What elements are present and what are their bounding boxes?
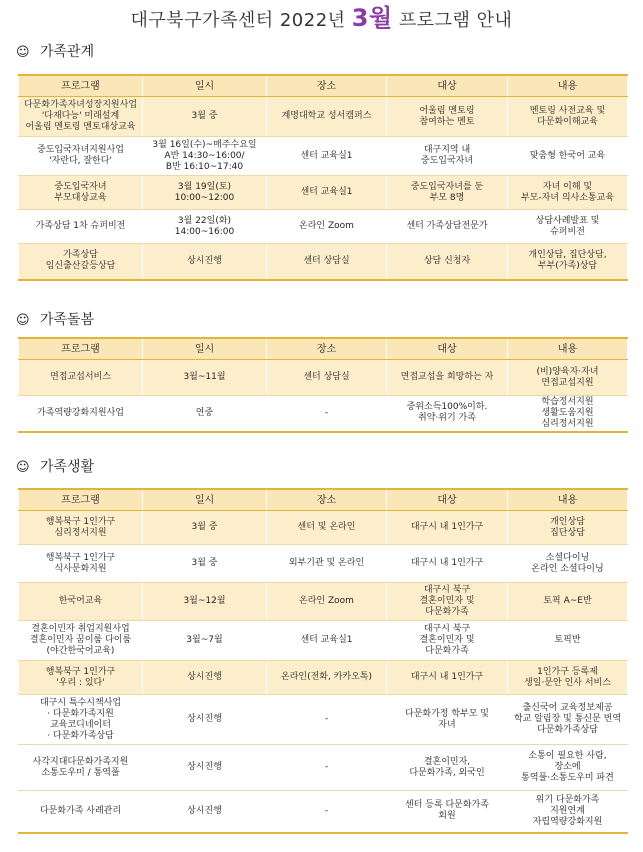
column-header-content: 내용 <box>508 75 628 97</box>
table-row <box>19 511 628 545</box>
cell-program: 중도입국자녀지원사업 '자란다, 잘한다' <box>19 137 143 176</box>
column-header-content: 내용 <box>508 338 628 360</box>
cell-location: 센터 상담실 <box>267 244 387 280</box>
cell-datetime: 상시진행 <box>143 791 267 833</box>
column-header-program: 프로그램 <box>19 338 143 360</box>
cell-program: 가족역량강화지원사업 <box>19 396 143 432</box>
column-header-location: 장소 <box>267 75 387 97</box>
table-row <box>19 621 628 661</box>
cell-target: 센터 등록 다문화가족 회원 <box>387 791 508 833</box>
column-header-target: 대상 <box>387 489 508 511</box>
page-title-tail: 프로그램 안내 <box>392 10 513 31</box>
cell-target: 결혼이민자, 다문화가족, 외국인 <box>387 745 508 791</box>
cell-datetime: 3월~7월 <box>143 621 267 661</box>
cell-location: - <box>267 745 387 791</box>
cell-program: 가족상담 1차 슈퍼비전 <box>19 210 143 244</box>
cell-datetime: 3월 중 <box>143 511 267 545</box>
cell-program: 행복북구 1인가구 '우리 : 있다' <box>19 661 143 695</box>
page-title-main: 대구북구가족센터 2022년 <box>130 10 352 31</box>
cell-target: 면접교섭을 희망하는 자 <box>387 360 508 396</box>
table-row <box>19 210 628 244</box>
cell-datetime: 상시진행 <box>143 244 267 280</box>
table-header-row <box>19 75 628 97</box>
column-header-location: 장소 <box>267 489 387 511</box>
cell-content: 상담사례발표 및 슈퍼비전 <box>508 210 628 244</box>
cell-program: 행복북구 1인가구 심리정서지원 <box>19 511 143 545</box>
cell-content: 1인가구 등록제 생일·문안 인사 서비스 <box>508 661 628 695</box>
table-row <box>19 176 628 210</box>
cell-datetime: 상시진행 <box>143 661 267 695</box>
cell-program: 결혼이민자 취업지원사업 결혼이민자 꿈이룸 다이룸 (야간한국어교육) <box>19 621 143 661</box>
cell-location: 센터 교육실1 <box>267 621 387 661</box>
column-header-program: 프로그램 <box>19 489 143 511</box>
cell-content: 개인상담 집단상담 <box>508 511 628 545</box>
cell-target: 센터 가족상담전문가 <box>387 210 508 244</box>
cell-target: 대구시 내 1인가구 <box>387 511 508 545</box>
table-row <box>19 745 628 791</box>
table-row <box>19 137 628 176</box>
table-row <box>19 97 628 137</box>
table-header-row <box>19 489 628 511</box>
smiley-icon: ☺ <box>16 45 30 60</box>
cell-program: 한국어교육 <box>19 583 143 621</box>
column-header-program: 프로그램 <box>19 75 143 97</box>
cell-content: 소셜다이닝 온라인 소셜다이닝 <box>508 545 628 583</box>
cell-program: 면접교섭서비스 <box>19 360 143 396</box>
cell-program: 다문화가족자녀성장지원사업 '다재다능' 미래설계 어울림 멘토링 멘토대상교육 <box>19 97 143 137</box>
cell-content: 출신국어 교육정보제공 학교 알림장 및 통신문 번역 다문화가족상담 <box>508 695 628 745</box>
cell-content: 토픽반 <box>508 621 628 661</box>
cell-location: 온라인 Zoom <box>267 583 387 621</box>
cell-content: 개인상담, 집단상담, 부부(가족)상담 <box>508 244 628 280</box>
column-header-target: 대상 <box>387 75 508 97</box>
cell-target: 상담 신청자 <box>387 244 508 280</box>
cell-location: - <box>267 396 387 432</box>
section-title: 가족관계 <box>40 44 95 60</box>
cell-program: 사각지대다문화가족지원 소통도우미 / 통역풀 <box>19 745 143 791</box>
cell-target: 중도입국자녀를 둔 부모 8명 <box>387 176 508 210</box>
cell-datetime: 상시진행 <box>143 745 267 791</box>
cell-location: 센터 교육실1 <box>267 176 387 210</box>
program-table-family-care <box>18 337 628 433</box>
cell-datetime: 3월~12월 <box>143 583 267 621</box>
cell-location: - <box>267 791 387 833</box>
cell-location: 온라인 Zoom <box>267 210 387 244</box>
table-row <box>19 396 628 432</box>
cell-content: 소통이 필요한 사람, 장소에 통역풀·소통도우미 파견 <box>508 745 628 791</box>
smiley-icon: ☺ <box>16 313 30 328</box>
column-header-target: 대상 <box>387 338 508 360</box>
section-header-family-relations <box>16 42 94 62</box>
cell-datetime: 3월 22일(화) 14:00~16:00 <box>143 210 267 244</box>
cell-location: 센터 상담실 <box>267 360 387 396</box>
table-row <box>19 695 628 745</box>
cell-datetime: 3월~11월 <box>143 360 267 396</box>
cell-content: 자녀 이해 및 부모-자녀 의사소통교육 <box>508 176 628 210</box>
program-table-family-relations <box>18 74 628 281</box>
cell-target: 대구지역 내 중도입국자녀 <box>387 137 508 176</box>
cell-target: 다문화가정 학부모 및 자녀 <box>387 695 508 745</box>
cell-location: 센터 및 온라인 <box>267 511 387 545</box>
table-header-row <box>19 338 628 360</box>
section-title: 가족생활 <box>40 459 95 475</box>
section-header-family-life <box>16 457 94 477</box>
cell-datetime: 3월 중 <box>143 545 267 583</box>
cell-location: 계명대학교 성서캠퍼스 <box>267 97 387 137</box>
cell-content: 맞춤형 한국어 교육 <box>508 137 628 176</box>
column-header-datetime: 일시 <box>143 489 267 511</box>
cell-datetime: 3월 중 <box>143 97 267 137</box>
cell-content: 위기 다문화가족 지원연계 자립역량강화지원 <box>508 791 628 833</box>
cell-target: 대구시 북구 결혼이민자 및 다문화가족 <box>387 621 508 661</box>
table-row <box>19 360 628 396</box>
cell-location: - <box>267 695 387 745</box>
cell-program: 가족상담 임신출산갈등상담 <box>19 244 143 280</box>
table-row <box>19 661 628 695</box>
cell-content: 멘토링 사전교육 및 다문화이해교육 <box>508 97 628 137</box>
program-table-family-life <box>18 488 628 834</box>
smiley-icon: ☺ <box>16 460 30 475</box>
cell-target: 대구시 내 1인가구 <box>387 545 508 583</box>
column-header-location: 장소 <box>267 338 387 360</box>
cell-datetime: 3월 19일(토) 10:00~12:00 <box>143 176 267 210</box>
table-row <box>19 583 628 621</box>
cell-content: (비)양육자·자녀 면접교섭지원 <box>508 360 628 396</box>
table-row <box>19 545 628 583</box>
cell-target: 대구시 북구 결혼이민자 및 다문화가족 <box>387 583 508 621</box>
page-title <box>0 2 643 34</box>
column-header-datetime: 일시 <box>143 75 267 97</box>
table-row <box>19 791 628 833</box>
cell-program: 중도입국자녀 부모대상교육 <box>19 176 143 210</box>
cell-program: 대구시 특수시책사업 · 다문화가족지원 교육코디네이터 · 다문화가족상담 <box>19 695 143 745</box>
table-row <box>19 244 628 280</box>
cell-target: 어울림 멘토링 참여하는 멘토 <box>387 97 508 137</box>
cell-content: 학습정서지원 생활도움지원 심리정서지원 <box>508 396 628 432</box>
cell-content: 토픽 A~E반 <box>508 583 628 621</box>
cell-datetime: 연중 <box>143 396 267 432</box>
page-title-month: 3월 <box>351 4 393 32</box>
cell-program: 행복북구 1인가구 식사문화지원 <box>19 545 143 583</box>
cell-location: 외부기관 및 온라인 <box>267 545 387 583</box>
cell-target: 중위소득100%이하. 취약·위기 가족 <box>387 396 508 432</box>
cell-target: 대구시 내 1인가구 <box>387 661 508 695</box>
column-header-datetime: 일시 <box>143 338 267 360</box>
section-header-family-care <box>16 310 94 330</box>
section-title: 가족돌봄 <box>40 312 95 328</box>
column-header-content: 내용 <box>508 489 628 511</box>
cell-location: 센터 교육실1 <box>267 137 387 176</box>
cell-datetime: 3월 16일(수)~매주수요일 A반 14:30~16:00/ B반 16:10~17:40 <box>143 137 267 176</box>
cell-program: 다문화가족 사례관리 <box>19 791 143 833</box>
cell-datetime: 상시진행 <box>143 695 267 745</box>
cell-location: 온라인(전화, 카카오톡) <box>267 661 387 695</box>
